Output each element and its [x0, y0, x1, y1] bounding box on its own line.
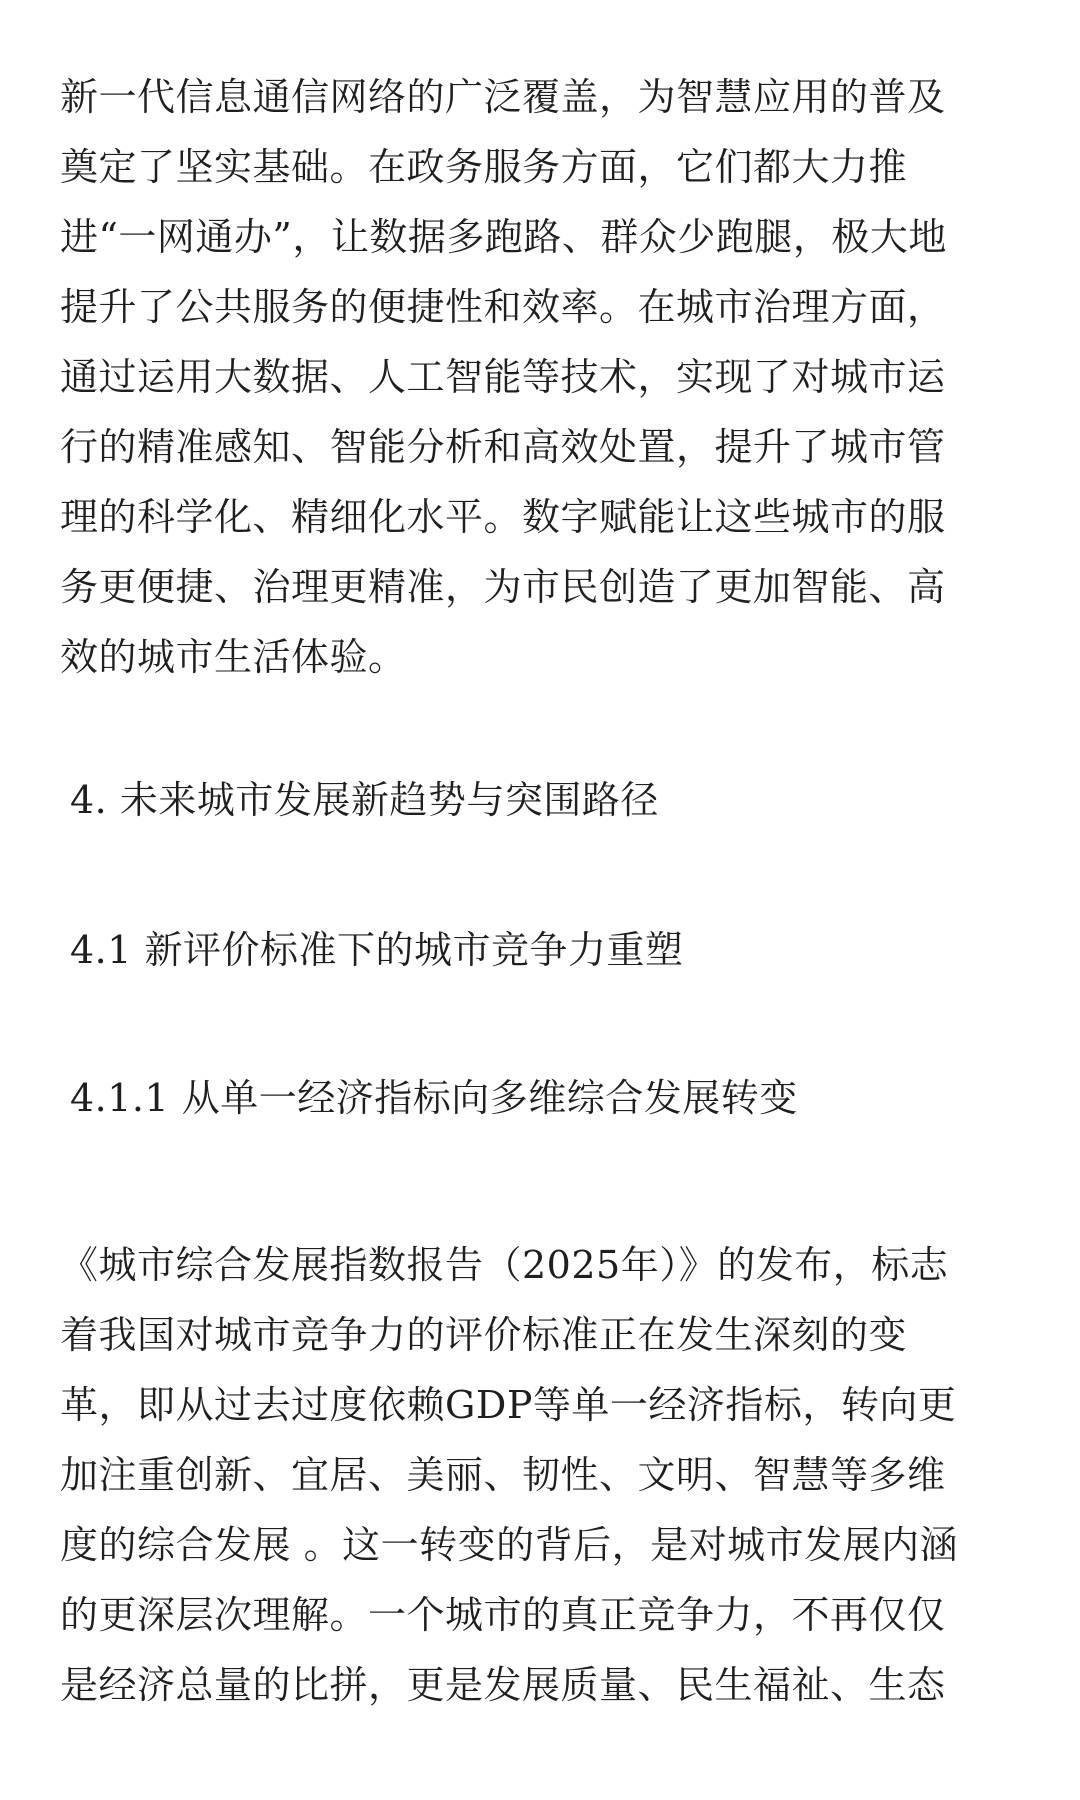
paragraph-line: 务更便捷、治理更精准，为市民创造了更加智能、高 — [60, 565, 946, 609]
paragraph-line: 是经济总量的比拼，更是发展质量、民生福祉、生态 — [60, 1663, 946, 1707]
paragraph-line: 进“一网通办”，让数据多跑路、群众少跑腿，极大地 — [60, 215, 947, 259]
subsubsection-heading: 4.1.1 从单一经济指标向多维综合发展转变 — [70, 1076, 798, 1120]
paragraph-line: 《城市综合发展指数报告（2025年）》的发布，标志 — [60, 1243, 949, 1287]
paragraph-line: 奠定了坚实基础。在政务服务方面，它们都大力推 — [60, 145, 908, 189]
paragraph-line: 通过运用大数据、人工智能等技术，实现了对城市运 — [60, 355, 946, 399]
article-paragraph-evaluation-standard — [60, 1230, 1040, 1720]
paragraph-line: 提升了公共服务的便捷性和效率。在城市治理方面， — [60, 285, 946, 329]
paragraph-line: 效的城市生活体验。 — [60, 635, 407, 679]
article-paragraph-digital-governance — [60, 62, 1040, 692]
section-heading: 4. 未来城市发展新趋势与突围路径 — [70, 778, 659, 822]
subsection-heading: 4.1 新评价标准下的城市竞争力重塑 — [70, 928, 684, 972]
paragraph-line: 度的综合发展 。这一转变的背后，是对城市发展内涵 — [60, 1523, 959, 1567]
paragraph-line: 理的科学化、精细化水平。数字赋能让这些城市的服 — [60, 495, 946, 539]
paragraph-line: 加注重创新、宜居、美丽、韧性、文明、智慧等多维 — [60, 1453, 946, 1497]
paragraph-line: 新一代信息通信网络的广泛覆盖，为智慧应用的普及 — [60, 75, 946, 119]
paragraph-line: 着我国对城市竞争力的评价标准正在发生深刻的变 — [60, 1313, 908, 1357]
paragraph-line: 行的精准感知、智能分析和高效处置，提升了城市管 — [60, 425, 946, 469]
paragraph-line: 的更深层次理解。一个城市的真正竞争力，不再仅仅 — [60, 1593, 946, 1637]
paragraph-line: 革，即从过去过度依赖GDP等单一经济指标，转向更 — [60, 1383, 957, 1427]
